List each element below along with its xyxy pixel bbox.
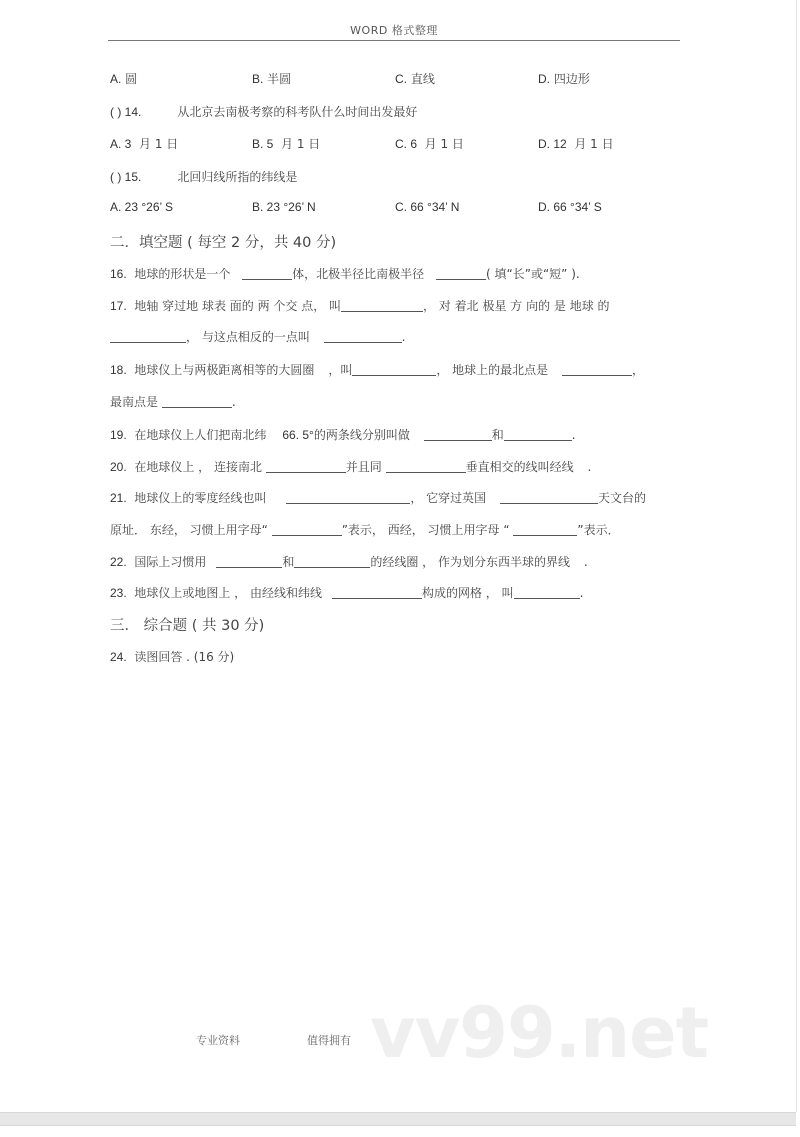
q18-line-1: 18. 地球仪上与两极距离相等的大圆圈 ，叫 ， 地球上的最北点是 ， (110, 363, 645, 377)
watermark: vv99.net (370, 992, 709, 1074)
q15-option-a: A. 23 °26’ S (110, 200, 174, 214)
q20-blank-1[interactable] (266, 460, 346, 473)
page-separator-band (0, 1112, 796, 1126)
q20-blank-2[interactable] (386, 460, 466, 473)
q13-option-b: B. 半圆 (252, 72, 292, 86)
q18-line-2: 最南点是 . (110, 395, 236, 409)
q17-line-1: 17. 地轴 穿过地 球表 面的 两 个交 点， 叫 ， 对 着北 极星 方 向的 是 地球 的 (110, 299, 610, 313)
q15-stem: ( ) 15. 北回归线所指的纬线是 (110, 170, 298, 184)
q15-option-b: B. 23 °26’ N (252, 200, 316, 214)
q17-line-2: ， 与这点相反的一点叫 . (110, 328, 405, 345)
section-2-title: 二．填空题 ( 每空 2 分，共 40 分) (110, 235, 337, 251)
q21-blank-2[interactable] (500, 491, 598, 504)
q22-blank-1[interactable] (216, 555, 282, 568)
footer-right-text: 值得拥有 (307, 1034, 351, 1047)
q18-blank-2[interactable] (562, 363, 632, 376)
q19-blank-2[interactable] (504, 428, 572, 441)
header-divider (108, 40, 680, 41)
q14-option-d: D. 12 月 1 日 (538, 137, 614, 151)
q14-stem: ( ) 14. 从北京去南极考察的科考队什么时间出发最好 (110, 105, 418, 119)
q14-option-a: A. 3 月 1 日 (110, 137, 179, 151)
q13-option-c: C. 直线 (395, 72, 435, 86)
q17-blank-2[interactable] (110, 330, 186, 343)
section-3-title: 三． 综合题 ( 共 30 分) (110, 618, 265, 634)
q20: 20. 在地球仪上 ， 连接南北 并且同 垂直相交的线叫经线 . (110, 460, 592, 474)
q23: 23. 地球仪上或地图上 ， 由经线和纬线 构成的网格 ， 叫 . (110, 586, 584, 600)
q21-line-2: 原址． 东经， 习惯上用字母“ ”表示， 西经， 习惯上用字母 “ ”表示． (110, 523, 620, 537)
q21-blank-1[interactable] (286, 491, 410, 504)
q14-option-b: B. 5 月 1 日 (252, 137, 321, 151)
q21-blank-3[interactable] (272, 523, 342, 536)
q24: 24. 读图回答 . (16 分) (110, 650, 235, 664)
q23-blank-1[interactable] (332, 586, 422, 599)
q18-blank-1[interactable] (352, 363, 436, 376)
q19-blank-1[interactable] (424, 428, 492, 441)
q13-option-a: A. 圆 (110, 72, 138, 86)
q13-option-d: D. 四边形 (538, 72, 590, 86)
q16-blank-2[interactable] (436, 267, 486, 280)
page-header-title: WORD 格式整理 (350, 24, 438, 37)
q21-line-1: 21. 地球仪上的零度经线也叫 ， 它穿过英国 天文台的 (110, 491, 647, 505)
q16-blank-1[interactable] (242, 267, 292, 280)
q16: 16. 地球的形状是一个 体，北极半径比南极半径 ( 填“长”或“短” ). (110, 267, 580, 281)
q22-blank-2[interactable] (294, 555, 370, 568)
q18-blank-3[interactable] (162, 395, 232, 408)
q23-blank-2[interactable] (514, 586, 580, 599)
q22: 22. 国际上习惯用 和 的经线圈 ， 作为划分东西半球的界线 . (110, 555, 588, 569)
q15-option-d: D. 66 °34’ S (538, 200, 602, 214)
footer-left-text: 专业资料 (196, 1034, 240, 1047)
q17-blank-3[interactable] (324, 330, 402, 343)
q17-blank-1[interactable] (341, 299, 423, 312)
q15-option-c: C. 66 °34’ N (395, 200, 460, 214)
q21-blank-4[interactable] (513, 523, 577, 536)
q19: 19. 在地球仪上人们把南北纬 66. 5°的两条线分别叫做 和 . (110, 428, 576, 442)
q14-option-c: C. 6 月 1 日 (395, 137, 464, 151)
